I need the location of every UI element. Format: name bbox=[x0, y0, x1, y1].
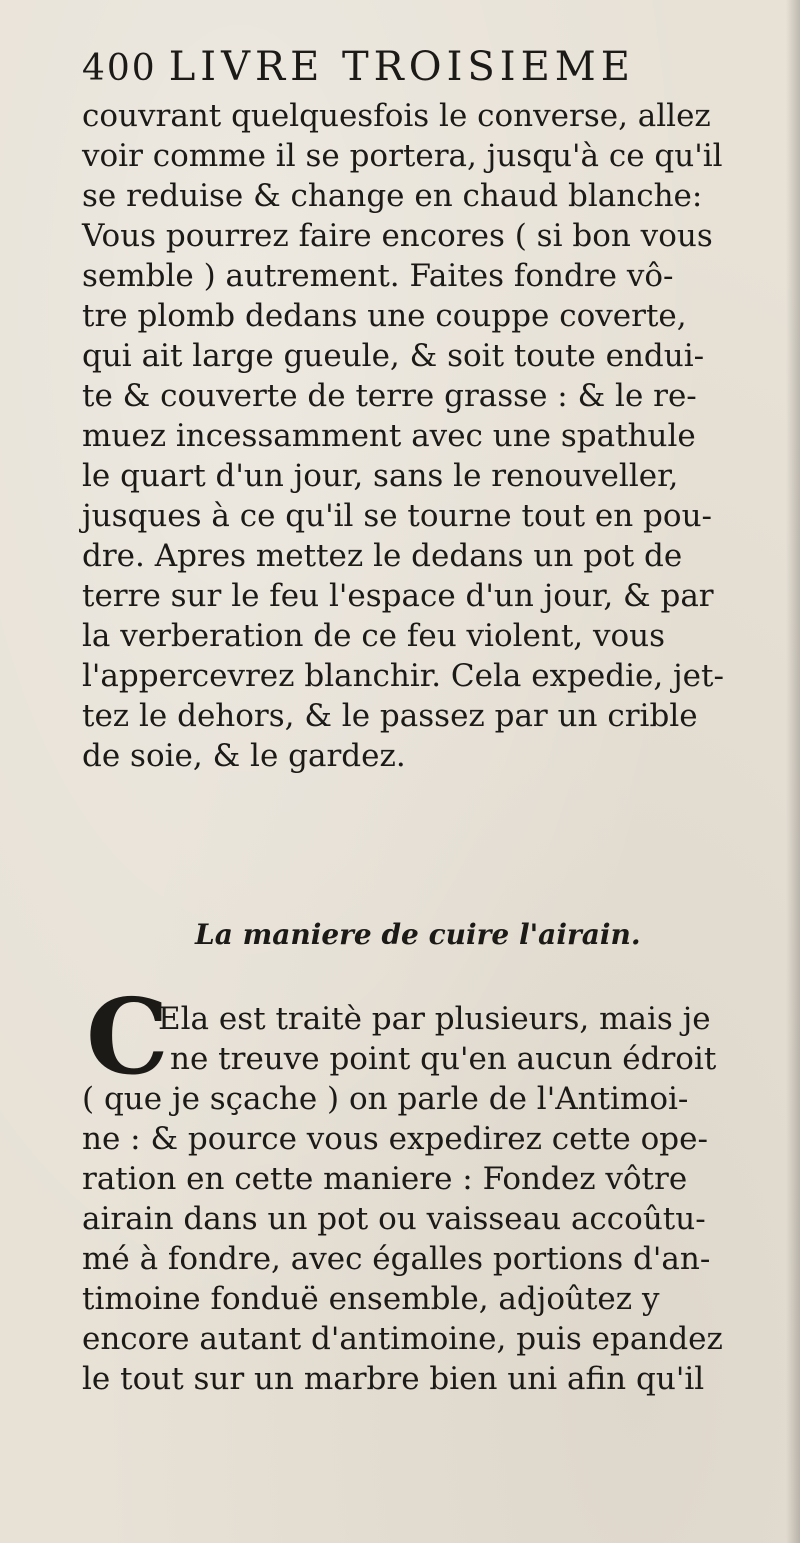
text-line: airain dans un pot ou vaisseau accoûtu- bbox=[82, 1201, 706, 1237]
text-line: dre. Apres mettez le dedans un pot de bbox=[82, 538, 683, 574]
text-line: de soie, & le gardez. bbox=[82, 738, 406, 774]
text-line: qui ait large gueule, & soit toute endui- bbox=[82, 338, 705, 374]
text-line: encore autant d'antimoine, puis epandez bbox=[82, 1321, 723, 1357]
section-heading: La maniere de cuire l'airain. bbox=[195, 918, 641, 951]
text-line: voir comme il se portera, jusqu'à ce qu'il bbox=[82, 138, 723, 174]
text-line: Vous pourrez faire encores ( si bon vous bbox=[82, 218, 713, 254]
text-line: jusques à ce qu'il se tourne tout en pou- bbox=[82, 498, 713, 534]
paragraph-1 bbox=[82, 96, 762, 776]
drop-cap: C bbox=[86, 975, 169, 1098]
text-line: l'appercevrez blanchir. Cela expedie, jet- bbox=[82, 658, 724, 694]
text-line: tez le dehors, & le passez par un crible bbox=[82, 698, 698, 734]
text-line: tre plomb dedans une couppe coverte, bbox=[82, 298, 687, 334]
text-line: couvrant quelquesfois le converse, allez bbox=[82, 98, 711, 134]
text-line: terre sur le feu l'espace d'un jour, & par bbox=[82, 578, 714, 614]
text-line: le quart d'un jour, sans le renouveller, bbox=[82, 458, 679, 494]
paragraph-2 bbox=[82, 999, 762, 1399]
text-line: te & couverte de terre grasse : & le re- bbox=[82, 378, 697, 414]
running-header bbox=[82, 42, 635, 94]
text-line: timoine fonduë ensemble, adjoûtez y bbox=[82, 1281, 660, 1317]
text-line: la verberation de ce feu violent, vous bbox=[82, 618, 666, 654]
text-line: ration en cette maniere : Fondez vôtre bbox=[82, 1161, 688, 1197]
text-line: se reduise & change en chaud blanche: bbox=[82, 178, 703, 214]
text-line: ( que je sçache ) on parle de l'Antimoi- bbox=[82, 1081, 689, 1117]
text-line: Ela est traitè par plusieurs, mais je bbox=[158, 1001, 711, 1037]
page-number: 400 bbox=[82, 48, 157, 89]
text-line: ne : & pource vous expedirez cette ope- bbox=[82, 1121, 708, 1157]
text-line: semble ) autrement. Faites fondre vô- bbox=[82, 258, 674, 294]
text-line: le tout sur un marbre bien uni afin qu'il bbox=[82, 1361, 705, 1397]
text-line: mé à fondre, avec égalles portions d'an- bbox=[82, 1241, 711, 1277]
text-line: ne treuve point qu'en aucun édroit bbox=[170, 1041, 717, 1077]
running-title: LIVRE TROISIEME bbox=[168, 44, 635, 90]
page-edge-shadow bbox=[786, 0, 800, 1543]
text-line: muez incessamment avec une spathule bbox=[82, 418, 696, 454]
